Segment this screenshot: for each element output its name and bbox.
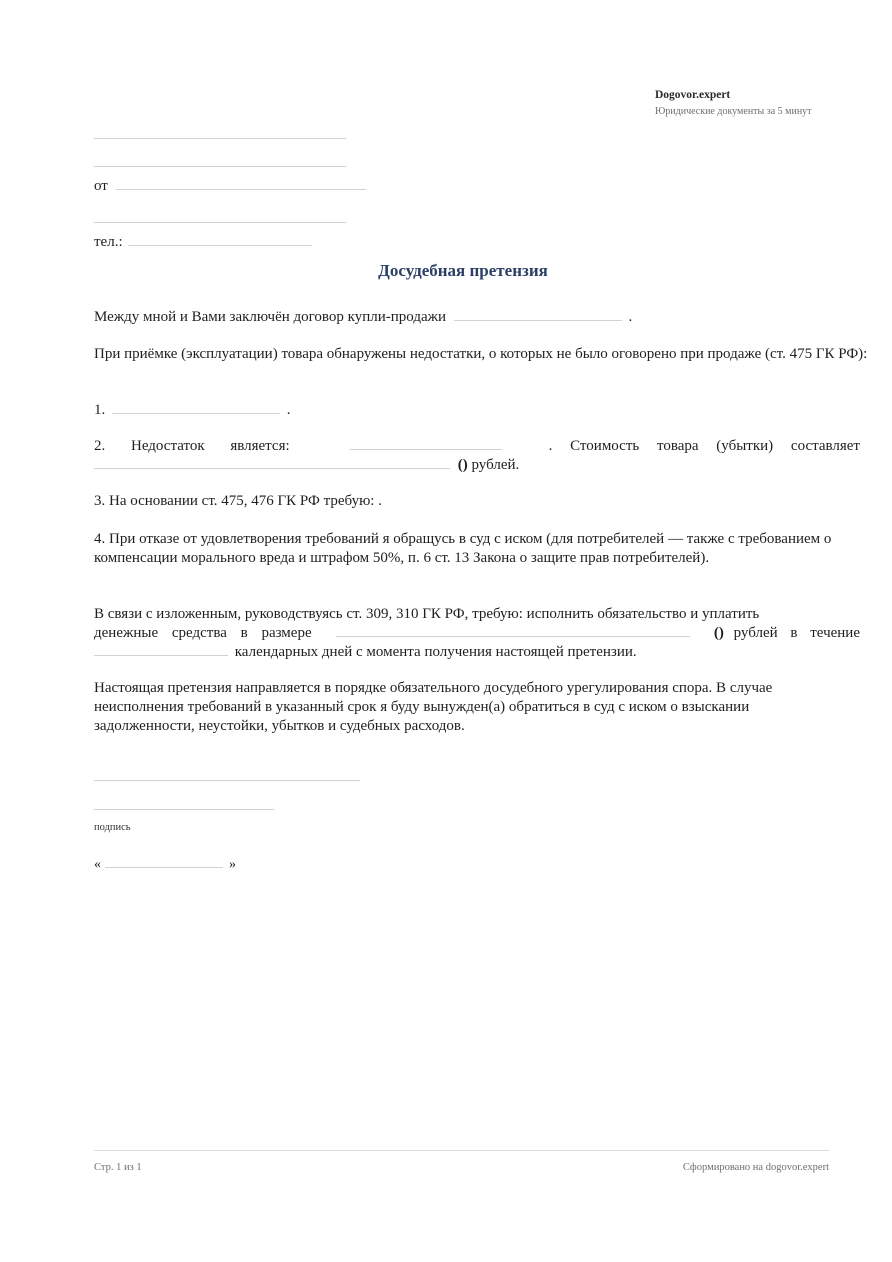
cost-words: () bbox=[457, 457, 468, 473]
item-3: 3. На основании ст. 475, 476 ГК РФ требую: . bbox=[94, 493, 382, 509]
cost-field bbox=[94, 457, 450, 469]
final-paragraph: Настоящая претензия направляется в порядке обязательного досудебного урегулирования спора. В случае неисполнения требований в указанный срок я буду вынужден(а) обратиться в суд с иском о взыскании задолженности, неустойки, убытков и судебных расходов. bbox=[94, 680, 773, 734]
date-quote-open: « bbox=[94, 857, 101, 872]
days-field bbox=[94, 644, 228, 656]
demand-line-3 bbox=[94, 643, 860, 662]
cost-currency: рублей. bbox=[471, 457, 520, 473]
contract-field bbox=[454, 309, 622, 321]
date-row bbox=[94, 855, 860, 874]
item-1 bbox=[94, 401, 860, 420]
signature-line bbox=[94, 809, 274, 810]
sender-address-line bbox=[94, 222, 346, 223]
recipient-line-2 bbox=[94, 166, 346, 167]
signer-name-line bbox=[94, 780, 360, 781]
item-1-number: 1. bbox=[94, 402, 106, 418]
date-field bbox=[105, 856, 223, 868]
item-2-text: 2. Недостаток является: bbox=[94, 438, 290, 454]
phone-field bbox=[128, 234, 312, 246]
date-quote-close: » bbox=[229, 857, 236, 872]
brand-tagline: Юридические документы за 5 минут bbox=[655, 106, 812, 117]
demand-line-1: В связи с изложенным, руководствуясь ст. 309, 310 ГК РФ, требую: исполнить обязательство и уплатить bbox=[94, 606, 760, 622]
item-1-end: . bbox=[286, 402, 291, 418]
phone-label: тел.: bbox=[94, 234, 123, 250]
contract-end: . bbox=[628, 309, 633, 325]
amount-field bbox=[336, 625, 690, 637]
item-2-defect-text bbox=[94, 437, 304, 456]
item-2-line-2 bbox=[94, 456, 860, 475]
recipient-line-1 bbox=[94, 138, 346, 139]
defects-paragraph: При приёмке (эксплуатации) товара обнаружены недостатки, о которых не было оговорено при продаже (ст. 475 ГК РФ): bbox=[94, 346, 868, 362]
item-2-line-1 bbox=[94, 437, 860, 456]
signature-label: подпись bbox=[94, 822, 131, 833]
from-label: от bbox=[94, 178, 108, 194]
phone-row bbox=[94, 233, 312, 251]
contract-text: Между мной и Вами заключён договор купли-продажи bbox=[94, 309, 447, 325]
item-2-cost-text: . Стоимость товара (убытки) составляет bbox=[548, 438, 860, 454]
sender-name-field bbox=[116, 178, 366, 190]
item-4: 4. При отказе от удовлетворения требований я обращусь в суд с иском (для потребителей — также с требованием о компенсации морального вреда и штрафом 50%, п. 6 ст. 13 Закона о защите прав потребителей). bbox=[94, 531, 832, 566]
demand-amount-text: денежные средства в размере bbox=[94, 625, 312, 641]
footer-divider bbox=[94, 1150, 829, 1151]
from-row bbox=[94, 177, 366, 195]
demand-days-text: календарных дней с момента получения настоящей претензии. bbox=[234, 644, 637, 660]
brand-block bbox=[655, 88, 812, 119]
generated-note: Сформировано на dogovor.expert bbox=[682, 1162, 829, 1173]
contract-paragraph bbox=[94, 308, 860, 327]
defect-1-field bbox=[112, 402, 280, 414]
brand-name: Dogovor.expert bbox=[655, 89, 731, 101]
page-counter: Стр. 1 из 1 bbox=[94, 1162, 142, 1173]
document-title: Досудебная претензия bbox=[378, 261, 548, 280]
demand-line-2 bbox=[94, 624, 860, 643]
demand-amount-tail bbox=[714, 624, 860, 643]
defect-2-field bbox=[350, 438, 502, 450]
amount-words: () bbox=[713, 625, 724, 641]
demand-term-text: рублей в течение bbox=[733, 625, 860, 641]
